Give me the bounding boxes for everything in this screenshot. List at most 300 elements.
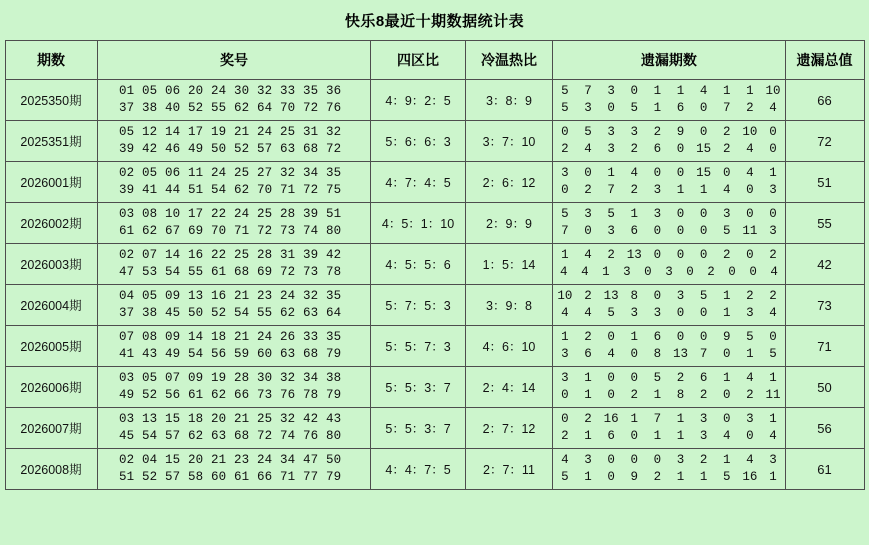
miss-value: 0 <box>699 224 708 238</box>
table-row <box>5 80 864 121</box>
miss-value: 0 <box>607 330 615 344</box>
miss-line <box>553 247 784 264</box>
miss-value: 1 <box>584 371 592 385</box>
miss-value: 7 <box>584 84 592 98</box>
cell-issue: 2026002期 <box>5 203 97 244</box>
lottery-number: 20 <box>210 412 227 426</box>
miss-value: 0 <box>769 142 777 156</box>
lottery-number: 56 <box>164 388 181 402</box>
lottery-number: 45 <box>118 429 135 443</box>
miss-value: 0 <box>607 388 615 402</box>
lottery-number: 52 <box>187 101 204 115</box>
lottery-number: 60 <box>210 470 227 484</box>
table-row <box>5 244 864 285</box>
lottery-number: 55 <box>187 265 204 279</box>
miss-value: 7 <box>607 183 615 197</box>
cell-issue: 2025350期 <box>5 80 97 121</box>
table-row <box>5 121 864 162</box>
cell-issue: 2025351期 <box>5 121 97 162</box>
miss-value: 0 <box>630 371 638 385</box>
miss-value: 2 <box>707 265 715 279</box>
lottery-number: 14 <box>164 125 181 139</box>
cell-miss-total: 55 <box>785 203 864 244</box>
miss-value: 5 <box>746 330 754 344</box>
miss-value: 2 <box>769 289 777 303</box>
lottery-number: 21 <box>233 412 250 426</box>
lottery-number: 17 <box>187 207 204 221</box>
lottery-number: 62 <box>141 224 158 238</box>
cell-cold-hot-ratio: 3：7：10 <box>465 121 553 162</box>
lottery-number: 72 <box>256 429 273 443</box>
miss-value: 0 <box>607 470 615 484</box>
lottery-number: 52 <box>233 142 250 156</box>
miss-value: 3 <box>746 306 754 320</box>
miss-value: 2 <box>584 330 592 344</box>
cell-miss-total: 50 <box>785 367 864 408</box>
miss-value: 0 <box>653 289 662 303</box>
miss-value: 4 <box>769 101 777 115</box>
miss-value: 4 <box>770 265 778 279</box>
lottery-number: 11 <box>187 166 204 180</box>
cell-miss-periods <box>553 162 785 203</box>
miss-value: 0 <box>561 388 569 402</box>
cell-miss-periods <box>553 121 785 162</box>
lottery-number: 52 <box>141 470 158 484</box>
cell-zone-ratio: 4：5：1：10 <box>371 203 465 244</box>
miss-value: 0 <box>584 166 592 180</box>
lottery-number: 61 <box>187 388 204 402</box>
lottery-number: 09 <box>187 371 204 385</box>
miss-value: 16 <box>603 412 619 426</box>
lottery-number: 03 <box>118 371 135 385</box>
table-row <box>5 367 864 408</box>
stats-table <box>5 40 865 490</box>
table-row <box>5 162 864 203</box>
lottery-number: 23 <box>256 289 273 303</box>
miss-value: 1 <box>769 470 777 484</box>
lottery-number: 35 <box>302 84 319 98</box>
miss-value: 5 <box>699 289 708 303</box>
miss-value: 1 <box>746 347 754 361</box>
lottery-number: 24 <box>256 330 273 344</box>
miss-value: 1 <box>676 84 685 98</box>
lottery-number: 72 <box>302 101 319 115</box>
miss-value: 3 <box>561 166 569 180</box>
lottery-number: 62 <box>210 388 227 402</box>
lottery-number: 28 <box>256 248 273 262</box>
lottery-number: 70 <box>210 224 227 238</box>
lottery-number: 25 <box>233 166 250 180</box>
lottery-number: 52 <box>210 306 227 320</box>
col-header-miss-total: 遗漏总值 <box>785 41 864 80</box>
miss-line <box>553 452 784 469</box>
lottery-number: 31 <box>302 125 319 139</box>
page-title: 快乐8最近十期数据统计表 <box>344 13 525 30</box>
lottery-number: 69 <box>187 224 204 238</box>
lottery-number: 03 <box>118 207 135 221</box>
miss-value: 2 <box>584 183 592 197</box>
cell-numbers <box>97 326 371 367</box>
lottery-number: 32 <box>325 125 342 139</box>
lottery-number: 26 <box>279 330 296 344</box>
lottery-number: 39 <box>118 142 135 156</box>
miss-value: 1 <box>561 248 569 262</box>
miss-value: 0 <box>676 330 685 344</box>
cell-issue: 2026006期 <box>5 367 97 408</box>
cell-miss-periods <box>553 80 785 121</box>
miss-value: 3 <box>665 265 673 279</box>
lottery-number: 44 <box>164 183 181 197</box>
miss-line <box>553 370 784 387</box>
miss-line <box>553 288 784 305</box>
numbers-line <box>98 387 371 404</box>
miss-value: 3 <box>746 412 754 426</box>
miss-value: 0 <box>699 306 708 320</box>
miss-value: 5 <box>561 84 569 98</box>
lottery-number: 71 <box>233 224 250 238</box>
miss-value: 5 <box>561 470 569 484</box>
lottery-number: 05 <box>141 166 158 180</box>
miss-value: 0 <box>699 101 708 115</box>
miss-value: 5 <box>630 101 638 115</box>
miss-value: 0 <box>699 248 708 262</box>
miss-value: 0 <box>561 183 569 197</box>
miss-line <box>553 469 784 486</box>
lottery-number: 42 <box>325 248 342 262</box>
miss-value: 1 <box>699 183 708 197</box>
miss-value: 0 <box>676 166 685 180</box>
lottery-number: 60 <box>256 347 273 361</box>
miss-line <box>553 83 784 100</box>
miss-value: 10 <box>742 125 758 139</box>
lottery-number: 18 <box>210 330 227 344</box>
lottery-number: 57 <box>164 470 181 484</box>
lottery-number: 05 <box>141 289 158 303</box>
miss-value: 4 <box>584 142 592 156</box>
lottery-number: 73 <box>256 388 273 402</box>
lottery-number: 79 <box>325 347 342 361</box>
lottery-number: 50 <box>187 306 204 320</box>
cell-issue: 2026004期 <box>5 285 97 326</box>
miss-value: 4 <box>584 248 592 262</box>
numbers-line <box>98 452 371 469</box>
lottery-number: 54 <box>233 306 250 320</box>
cell-issue: 2026003期 <box>5 244 97 285</box>
lottery-number: 77 <box>302 470 319 484</box>
lottery-number: 73 <box>279 224 296 238</box>
lottery-number: 57 <box>256 142 273 156</box>
miss-value: 2 <box>699 388 708 402</box>
cell-miss-total: 61 <box>785 449 864 490</box>
lottery-number: 23 <box>233 453 250 467</box>
miss-value: 0 <box>676 207 685 221</box>
lottery-number: 66 <box>233 388 250 402</box>
lottery-number: 04 <box>141 453 158 467</box>
numbers-line <box>98 305 371 322</box>
lottery-number: 56 <box>210 347 227 361</box>
cell-issue: 2026001期 <box>5 162 97 203</box>
lottery-number: 47 <box>118 265 135 279</box>
lottery-number: 72 <box>302 183 319 197</box>
lottery-number: 61 <box>210 265 227 279</box>
miss-line <box>553 182 784 199</box>
miss-value: 3 <box>699 429 708 443</box>
miss-value: 1 <box>653 429 662 443</box>
miss-line <box>553 223 784 240</box>
lottery-number: 34 <box>302 166 319 180</box>
miss-value: 4 <box>746 142 754 156</box>
numbers-line <box>98 329 371 346</box>
lottery-number: 73 <box>302 265 319 279</box>
miss-line <box>553 141 784 158</box>
miss-value: 4 <box>722 183 731 197</box>
lottery-number: 50 <box>325 453 342 467</box>
lottery-number: 02 <box>118 453 135 467</box>
lottery-number: 50 <box>210 142 227 156</box>
miss-value: 1 <box>676 183 685 197</box>
miss-value: 4 <box>722 429 731 443</box>
miss-value: 11 <box>765 388 781 402</box>
lottery-number: 38 <box>141 306 158 320</box>
miss-value: 0 <box>722 388 731 402</box>
lottery-number: 22 <box>210 207 227 221</box>
lottery-number: 25 <box>256 207 273 221</box>
cell-numbers <box>97 449 371 490</box>
miss-value: 3 <box>769 453 777 467</box>
miss-value: 5 <box>722 224 731 238</box>
miss-value: 1 <box>746 84 754 98</box>
lottery-number: 37 <box>118 101 135 115</box>
lottery-number: 32 <box>279 412 296 426</box>
cell-numbers <box>97 408 371 449</box>
miss-value: 5 <box>607 306 615 320</box>
cell-miss-total: 42 <box>785 244 864 285</box>
cell-zone-ratio: 5：5：3：7 <box>371 367 465 408</box>
lottery-number: 69 <box>256 265 273 279</box>
lottery-number: 39 <box>118 183 135 197</box>
cell-issue: 2026005期 <box>5 326 97 367</box>
lottery-number: 49 <box>187 142 204 156</box>
lottery-number: 34 <box>279 453 296 467</box>
miss-line <box>553 329 784 346</box>
cell-cold-hot-ratio: 1：5：14 <box>465 244 553 285</box>
numbers-line <box>98 264 371 281</box>
miss-value: 5 <box>653 371 662 385</box>
miss-value: 0 <box>653 453 662 467</box>
miss-value: 0 <box>749 265 757 279</box>
miss-value: 1 <box>722 84 731 98</box>
miss-value: 2 <box>630 142 638 156</box>
lottery-number: 21 <box>233 125 250 139</box>
miss-value: 3 <box>630 125 638 139</box>
lottery-number: 55 <box>210 101 227 115</box>
lottery-number: 68 <box>233 265 250 279</box>
miss-value: 4 <box>746 166 754 180</box>
miss-value: 2 <box>722 125 731 139</box>
miss-line <box>553 206 784 223</box>
miss-line <box>553 346 784 363</box>
lottery-number: 13 <box>187 289 204 303</box>
miss-value: 5 <box>769 347 777 361</box>
miss-value: 11 <box>742 224 758 238</box>
miss-value: 0 <box>584 224 592 238</box>
miss-value: 4 <box>746 453 754 467</box>
miss-value: 4 <box>746 371 754 385</box>
miss-value: 1 <box>602 265 610 279</box>
lottery-number: 25 <box>279 125 296 139</box>
cell-cold-hot-ratio: 2：6：12 <box>465 162 553 203</box>
table-row <box>5 203 864 244</box>
lottery-number: 05 <box>141 371 158 385</box>
lottery-number: 54 <box>187 347 204 361</box>
lottery-number: 32 <box>302 289 319 303</box>
lottery-number: 24 <box>233 207 250 221</box>
lottery-number: 36 <box>325 84 342 98</box>
miss-value: 1 <box>653 388 662 402</box>
lottery-number: 07 <box>118 330 135 344</box>
miss-value: 2 <box>699 453 708 467</box>
cell-cold-hot-ratio: 4：6：10 <box>465 326 553 367</box>
lottery-number: 70 <box>279 101 296 115</box>
lottery-number: 30 <box>256 371 273 385</box>
lottery-number: 05 <box>141 84 158 98</box>
lottery-number: 62 <box>279 306 296 320</box>
lottery-number: 54 <box>141 429 158 443</box>
lottery-number: 08 <box>141 330 158 344</box>
miss-value: 3 <box>653 183 662 197</box>
cell-miss-periods <box>553 408 785 449</box>
cell-miss-periods <box>553 367 785 408</box>
cell-miss-total: 51 <box>785 162 864 203</box>
lottery-number: 25 <box>256 412 273 426</box>
miss-value: 10 <box>765 84 781 98</box>
lottery-number: 74 <box>302 224 319 238</box>
numbers-line <box>98 469 371 486</box>
lottery-number: 63 <box>210 429 227 443</box>
miss-value: 0 <box>630 84 638 98</box>
lottery-number: 13 <box>141 412 158 426</box>
lottery-number: 68 <box>233 429 250 443</box>
miss-value: 6 <box>676 101 685 115</box>
lottery-number: 28 <box>233 371 250 385</box>
miss-value: 3 <box>623 265 631 279</box>
miss-value: 4 <box>584 306 592 320</box>
miss-value: 0 <box>644 265 652 279</box>
miss-value: 0 <box>728 265 736 279</box>
miss-value: 1 <box>561 330 569 344</box>
miss-value: 0 <box>630 347 638 361</box>
cell-miss-total: 73 <box>785 285 864 326</box>
miss-value: 0 <box>607 371 615 385</box>
miss-value: 16 <box>742 470 758 484</box>
lottery-number: 24 <box>256 453 273 467</box>
miss-value: 2 <box>584 412 592 426</box>
numbers-line <box>98 223 371 240</box>
miss-value: 1 <box>584 429 592 443</box>
lottery-number: 46 <box>164 142 181 156</box>
numbers-line <box>98 370 371 387</box>
miss-value: 3 <box>630 306 638 320</box>
miss-value: 0 <box>676 142 685 156</box>
miss-value: 0 <box>699 125 708 139</box>
lottery-number: 12 <box>141 125 158 139</box>
miss-value: 3 <box>607 125 615 139</box>
cell-miss-periods <box>553 203 785 244</box>
cell-issue: 2026008期 <box>5 449 97 490</box>
lottery-number: 35 <box>325 330 342 344</box>
lottery-number: 16 <box>210 289 227 303</box>
lottery-number: 09 <box>164 289 181 303</box>
miss-value: 2 <box>630 388 638 402</box>
table-row <box>5 408 864 449</box>
miss-value: 2 <box>769 248 777 262</box>
lottery-number: 68 <box>302 347 319 361</box>
lottery-number: 30 <box>233 84 250 98</box>
cell-numbers <box>97 162 371 203</box>
miss-value: 3 <box>769 224 777 238</box>
miss-value: 3 <box>561 347 569 361</box>
miss-value: 0 <box>699 330 708 344</box>
table-row <box>5 326 864 367</box>
cell-miss-periods <box>553 285 785 326</box>
lottery-number: 79 <box>325 470 342 484</box>
lottery-number: 51 <box>118 470 135 484</box>
miss-value: 0 <box>746 207 754 221</box>
miss-value: 1 <box>769 412 777 426</box>
lottery-number: 06 <box>164 166 181 180</box>
lottery-number: 24 <box>279 289 296 303</box>
miss-value: 0 <box>769 125 777 139</box>
lottery-number: 38 <box>325 371 342 385</box>
lottery-number: 67 <box>164 224 181 238</box>
miss-value: 4 <box>581 265 589 279</box>
miss-line <box>553 411 784 428</box>
miss-value: 0 <box>722 412 731 426</box>
miss-value: 3 <box>584 101 592 115</box>
miss-value: 3 <box>607 84 615 98</box>
col-header-issue: 期数 <box>5 41 97 80</box>
lottery-number: 32 <box>256 84 273 98</box>
miss-value: 6 <box>653 142 662 156</box>
cell-zone-ratio: 4：5：5：6 <box>371 244 465 285</box>
numbers-line <box>98 346 371 363</box>
lottery-number: 33 <box>302 330 319 344</box>
miss-value: 7 <box>653 412 662 426</box>
lottery-number: 07 <box>164 371 181 385</box>
lottery-number: 32 <box>279 166 296 180</box>
miss-value: 0 <box>561 412 569 426</box>
lottery-number: 63 <box>302 306 319 320</box>
miss-value: 0 <box>653 166 662 180</box>
miss-value: 0 <box>722 347 731 361</box>
numbers-line <box>98 182 371 199</box>
lottery-number: 74 <box>279 429 296 443</box>
miss-value: 0 <box>746 248 754 262</box>
lottery-number: 54 <box>210 183 227 197</box>
miss-value: 5 <box>561 207 569 221</box>
lottery-number: 22 <box>210 248 227 262</box>
lottery-number: 41 <box>141 183 158 197</box>
cell-miss-periods <box>553 449 785 490</box>
miss-value: 0 <box>769 207 777 221</box>
lottery-number: 38 <box>141 101 158 115</box>
miss-value: 8 <box>630 289 638 303</box>
miss-value: 0 <box>746 183 754 197</box>
lottery-number: 71 <box>279 470 296 484</box>
miss-value: 4 <box>561 306 569 320</box>
miss-value: 7 <box>722 101 731 115</box>
lottery-number: 78 <box>302 388 319 402</box>
